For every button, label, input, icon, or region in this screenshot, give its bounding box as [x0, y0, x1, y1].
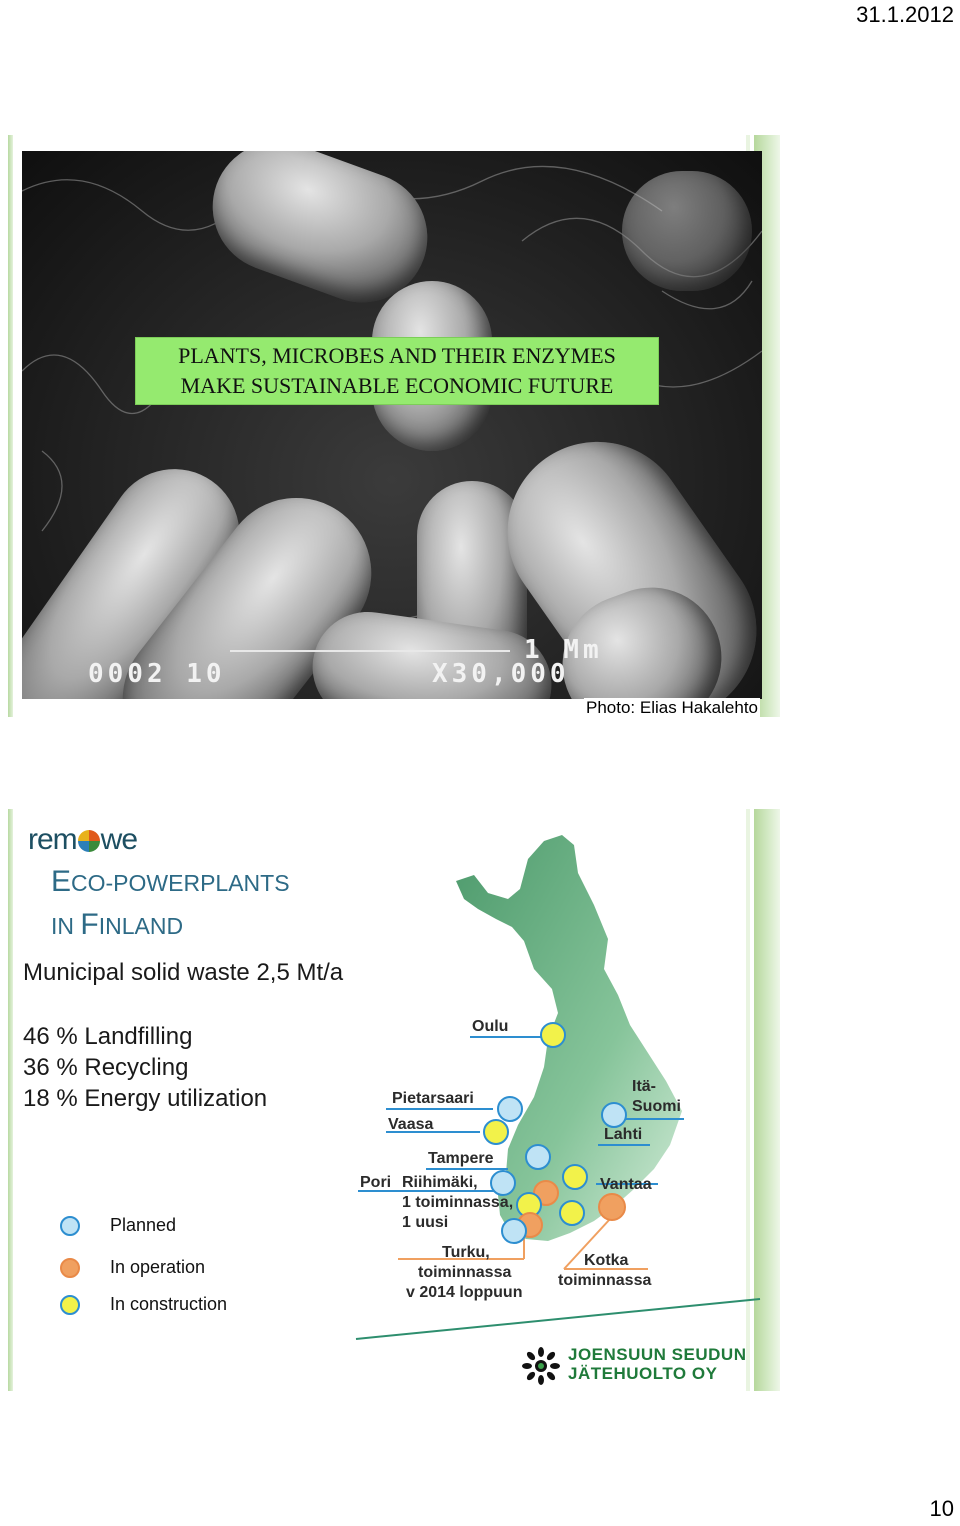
title-cap: E	[51, 865, 72, 898]
footer-line-1: JOENSUUN SEUDUN	[568, 1345, 747, 1364]
title-rest: CO-POWERPLANTS	[71, 870, 290, 896]
sun-flower-icon	[522, 1347, 560, 1385]
banner-line-2: MAKE SUSTAINABLE ECONOMIC FUTURE	[180, 373, 614, 398]
stat-recycling: 36 % Recycling	[23, 1054, 189, 1081]
slogan-banner	[135, 337, 659, 405]
slide-border-left	[8, 135, 13, 717]
photo-credit: Photo: Elias Hakalehto	[586, 698, 758, 717]
label-ita-2: Suomi	[632, 1098, 681, 1115]
stat-energy: 18 % Energy utilization	[23, 1085, 268, 1112]
bacterium	[622, 171, 752, 291]
logo-mark-icon	[78, 830, 100, 852]
legend-label: Planned	[110, 1215, 177, 1235]
site-kotka	[599, 1194, 625, 1220]
label-lahti: Lahti	[604, 1126, 643, 1143]
magnification-text: X30,000	[432, 659, 570, 689]
scale-bar	[230, 650, 510, 652]
site-turku-2	[502, 1219, 526, 1243]
footer-line-2: JÄTEHUOLTO OY	[568, 1364, 718, 1383]
label-vaasa: Vaasa	[388, 1116, 434, 1133]
legend-label: In operation	[110, 1257, 206, 1277]
label-vantaa: Vantaa	[600, 1176, 652, 1193]
label-oulu: Oulu	[472, 1018, 509, 1035]
site-ita-suomi	[602, 1103, 626, 1127]
label-tampere: Tampere	[428, 1150, 494, 1167]
page-number: 10	[929, 1496, 954, 1521]
site-pietarsaari	[498, 1097, 522, 1121]
label-ita-1: Itä-	[632, 1078, 656, 1095]
map-ground-line	[356, 1299, 760, 1339]
title-rest: INLAND	[98, 913, 184, 939]
label-riihimaki-2: 1 toiminnassa,	[402, 1194, 514, 1211]
title-cap: F	[80, 908, 99, 941]
logo-text-part1: rem	[28, 823, 77, 856]
site-lahti	[563, 1165, 587, 1189]
title-line-1	[51, 861, 290, 904]
label-turku-1: Turku,	[442, 1244, 490, 1261]
label-kotka-1: Kotka	[584, 1252, 629, 1269]
finland-map	[348, 829, 768, 1349]
logo-text-part2: we	[100, 823, 138, 856]
legend-label: In construction	[110, 1294, 228, 1314]
in-construction-dot-icon	[60, 1295, 80, 1315]
remove-logo	[28, 823, 137, 857]
page-date: 31.1.2012	[856, 2, 954, 27]
label-turku-2: toiminnassa	[418, 1264, 512, 1281]
stat-landfilling: 46 % Landfilling	[23, 1023, 193, 1050]
label-pietarsaari: Pietarsaari	[392, 1090, 474, 1107]
site-oulu	[541, 1023, 565, 1047]
waste-amount: Municipal solid waste 2,5 Mt/a	[23, 959, 344, 986]
in-operation-dot-icon	[60, 1258, 80, 1278]
label-riihimaki-3: 1 uusi	[402, 1214, 449, 1231]
slide-eco-powerplants	[8, 809, 780, 1391]
title-line-2	[51, 904, 290, 947]
microscope-photo	[22, 151, 762, 699]
scale-length-text: 1 Mm	[524, 635, 603, 665]
joensuu-logo-text	[568, 1345, 746, 1383]
site-vaasa	[484, 1120, 508, 1144]
waste-stats	[23, 1021, 267, 1114]
planned-dot-icon	[60, 1216, 80, 1236]
site-pori	[491, 1171, 515, 1195]
slide-border-left	[8, 809, 13, 1391]
label-turku-3: v 2014 loppuun	[406, 1284, 523, 1301]
scale-id-text: 0002 10	[88, 659, 226, 689]
site-tampere	[526, 1145, 550, 1169]
label-kotka-2: toiminnassa	[558, 1272, 652, 1289]
title-in: IN	[51, 913, 81, 939]
site-vantaa	[560, 1201, 584, 1225]
label-riihimaki-1: Riihimäki,	[402, 1174, 478, 1191]
label-pori: Pori	[360, 1174, 392, 1191]
banner-line-1: PLANTS, MICROBES AND THEIR ENZYMES	[178, 343, 616, 368]
slide-title	[51, 861, 290, 947]
slide-microbes	[8, 135, 780, 717]
